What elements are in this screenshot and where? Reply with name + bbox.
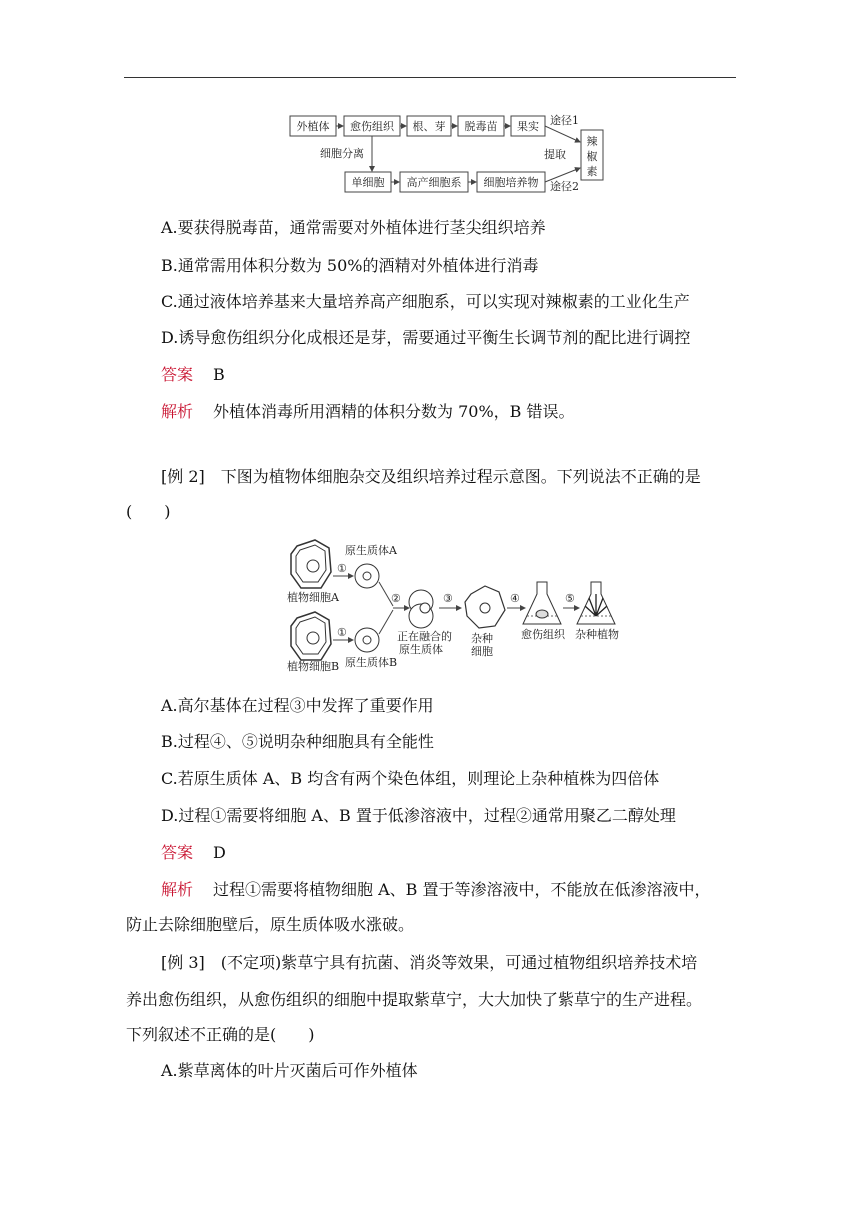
step-2: ② (391, 592, 401, 605)
label-plant-cell-a: 植物细胞A (287, 591, 339, 604)
q2-analysis-label: 解析 (161, 880, 194, 899)
node-capsaicin-1: 辣 (586, 135, 598, 148)
q3-stem-line3: 下列叙述不正确的是( ) (126, 1025, 315, 1044)
node-culture: 细胞培养物 (483, 176, 539, 189)
label-path1: 途径1 (550, 114, 579, 127)
hybrid-cell-icon (465, 586, 505, 628)
q1-option-d: D.诱导愈伤组织分化成根还是芽，需要通过平衡生长调节剂的配比进行调控 (161, 328, 691, 347)
step-3: ③ (443, 592, 453, 605)
q3-option-a: A.紫草离体的叶片灭菌后可作外植体 (161, 1061, 418, 1080)
label-fusing-1: 正在融合的 (397, 630, 452, 643)
hybrid-plant-flask-icon (577, 582, 615, 624)
node-explant: 外植体 (296, 120, 330, 133)
q1-option-b: B.通常需用体积分数为 50%的酒精对外植体进行消毒 (161, 256, 539, 275)
callus-flask-icon (523, 582, 561, 624)
label-extract: 提取 (544, 148, 566, 161)
step-1b: ① (337, 626, 347, 639)
node-callus: 愈伤组织 (350, 120, 394, 133)
q1-answer-label: 答案 (161, 365, 194, 384)
q2-stem: [例 2] 下图为植物体细胞杂交及组织培养过程示意图。下列说法不正确的是 (161, 467, 701, 486)
step-4: ④ (510, 592, 520, 605)
label-hybrid-2: 细胞 (471, 645, 493, 658)
label-hybrid-1: 杂种 (471, 632, 493, 645)
node-virus-free: 脱毒苗 (464, 120, 498, 133)
q3-stem-line1: [例 3] (不定项)紫草宁具有抗菌、消炎等效果，可通过植物组织培养技术培 (161, 953, 698, 972)
q2-analysis-line1: 过程①需要将植物细胞 A、B 置于等渗溶液中，不能放在低渗溶液中， (213, 880, 711, 899)
q1-option-a: A.要获得脱毒苗，通常需要对外植体进行茎尖组织培养 (161, 218, 546, 237)
plant-cell-a-icon (291, 540, 331, 588)
fusing-protoplast-icon (409, 590, 433, 628)
node-high-yield: 高产细胞系 (406, 176, 462, 189)
q2-answer: D (213, 843, 226, 862)
q2-stem-paren: ( ) (126, 502, 171, 521)
label-separation: 细胞分离 (320, 147, 364, 160)
q2-answer-label: 答案 (161, 843, 194, 862)
label-protoplast-a: 原生质体A (345, 544, 397, 557)
q1-answer: B (213, 365, 225, 384)
node-capsaicin-2: 椒 (586, 150, 598, 163)
somatic-hybridization-diagram (285, 536, 620, 676)
node-fruit: 果实 (517, 120, 539, 133)
step-5: ⑤ (565, 592, 575, 605)
chili-pepper-flow-diagram (280, 106, 610, 202)
q2-option-b: B.过程④、⑤说明杂种细胞具有全能性 (161, 732, 434, 751)
q1-analysis-label: 解析 (161, 402, 194, 421)
q3-stem-line2: 养出愈伤组织，从愈伤组织的细胞中提取紫草宁，大大加快了紫草宁的生产进程。 (126, 990, 703, 1009)
q2-option-a: A.高尔基体在过程③中发挥了重要作用 (161, 696, 434, 715)
q2-analysis-line2: 防止去除细胞壁后，原生质体吸水涨破。 (126, 915, 415, 934)
step-1a: ① (337, 562, 347, 575)
header-rule (124, 77, 736, 78)
node-root-bud: 根、芽 (412, 120, 446, 133)
label-plant-cell-b: 植物细胞B (287, 660, 340, 673)
node-capsaicin-3: 素 (586, 165, 598, 178)
node-single-cell: 单细胞 (351, 176, 385, 189)
plant-cell-b-icon (291, 612, 331, 660)
label-fusing-2: 原生质体 (399, 643, 443, 656)
label-hybrid-plant: 杂种植物 (575, 628, 619, 641)
label-path2: 途径2 (550, 180, 579, 193)
q1-analysis: 外植体消毒所用酒精的体积分数为 70%，B 错误。 (213, 402, 575, 421)
q2-option-d: D.过程①需要将细胞 A、B 置于低渗溶液中，过程②通常用聚乙二醇处理 (161, 806, 676, 825)
q1-option-c: C.通过液体培养基来大量培养高产细胞系，可以实现对辣椒素的工业化生产 (161, 292, 690, 311)
label-protoplast-b: 原生质体B (345, 656, 398, 669)
label-callus: 愈伤组织 (521, 628, 565, 641)
q2-option-c: C.若原生质体 A、B 均含有两个染色体组，则理论上杂种植株为四倍体 (161, 769, 660, 788)
